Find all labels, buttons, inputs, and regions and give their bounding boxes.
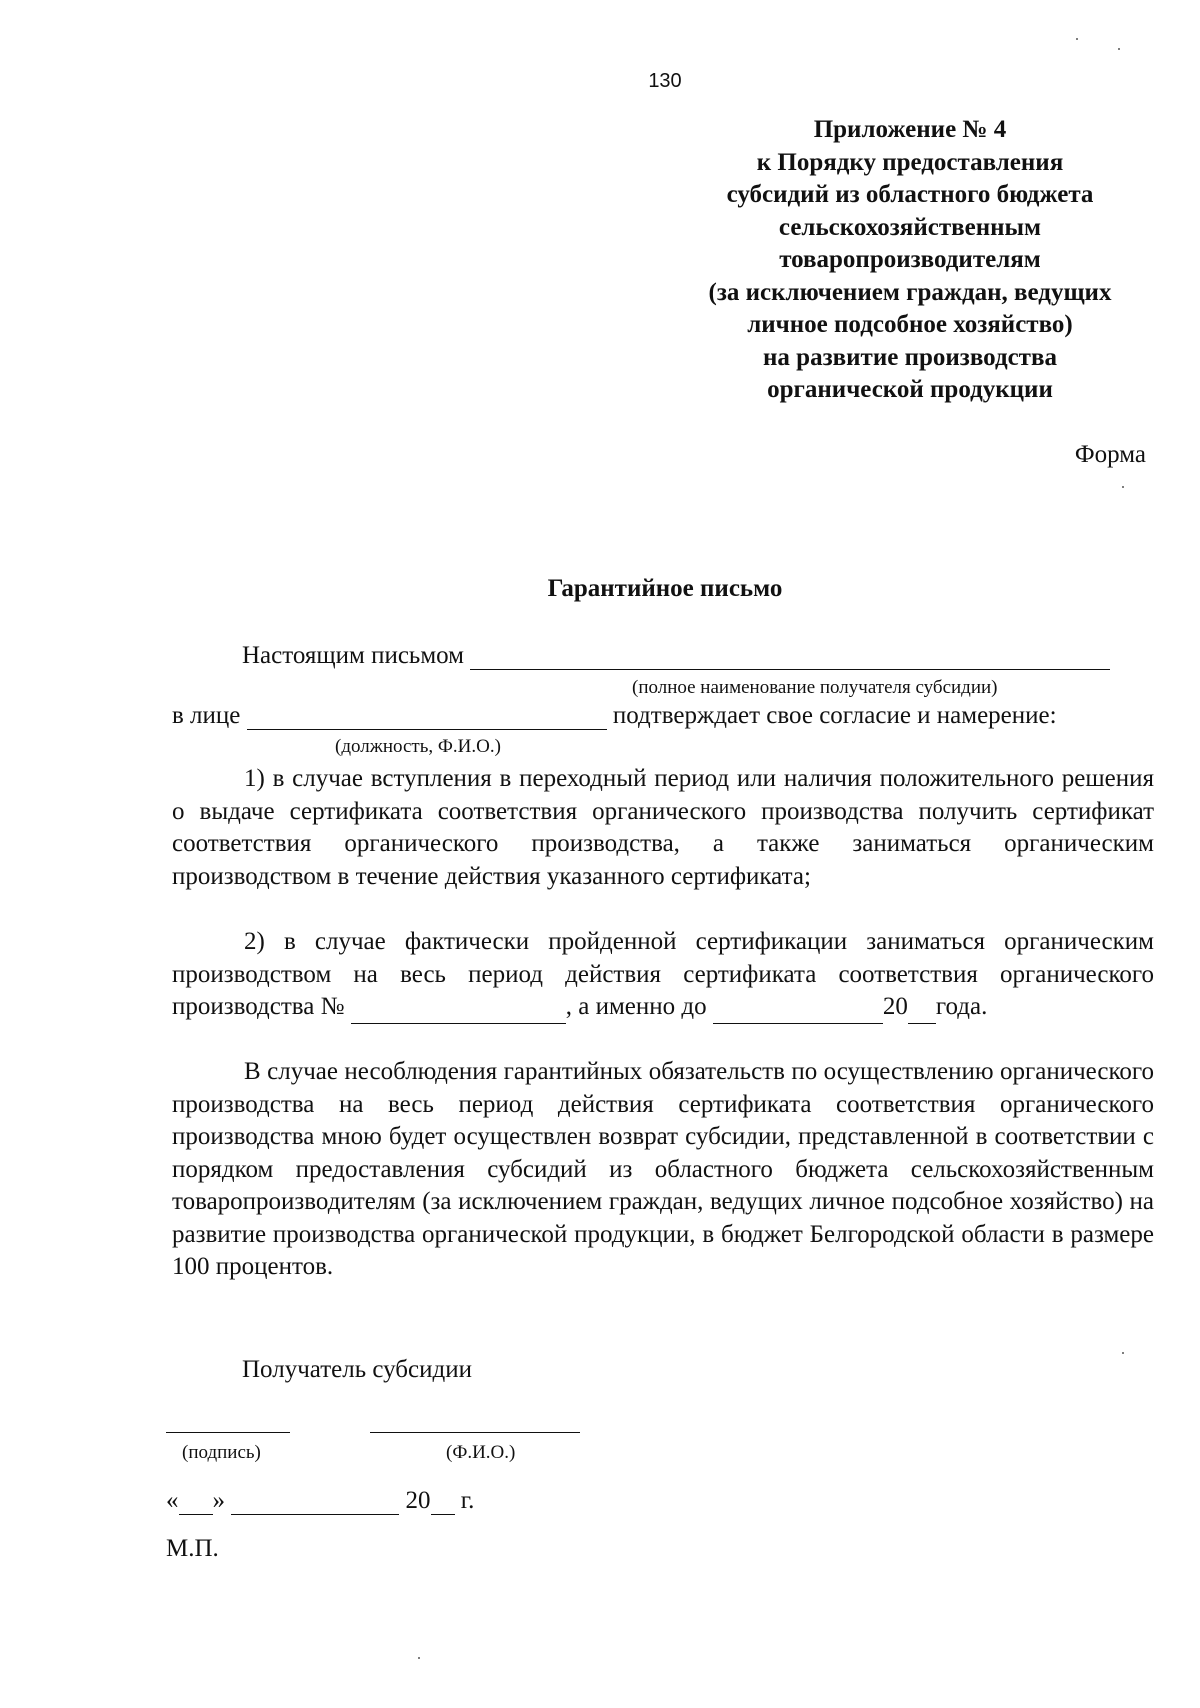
signature-blank[interactable]	[166, 1432, 290, 1433]
item-1-text: 1) в случае вступления в переходный период или наличия положительного решения о выдаче сертификата соответствия органического производства получить сертификат соответствия органического производства, а также заниматься органическим производством в течение действия указанного сертификата;	[172, 765, 1154, 890]
item-2-namely: , а именно	[565, 993, 676, 1020]
item-2-until: до	[681, 993, 707, 1020]
recipient-caption: (полное наименование получателя субсидии)	[632, 677, 998, 698]
until-date-blank[interactable]	[713, 996, 883, 1023]
appendix-line: сельскохозяйственным	[778, 213, 1042, 241]
confirm-text: подтверждает свое согласие и намерение:	[612, 702, 1057, 729]
form-label: Форма	[1074, 441, 1146, 468]
obligation-text: В случае несоблюдения гарантийных обязательств по осуществлению органического производства на весь период действия сертификата соответствия органического производства мною будет осуществлен возврат субсидии, представленной в соответствии с порядком предоставления субсидий из областного бюджета сельскохозяйственным товаропроизводителям (за исключением граждан, ведущих личное подсобное хозяйство) на развитие производства органической продукции, в бюджет Белгородской области в размере 100 процентов.	[172, 1058, 1154, 1280]
until-year-blank[interactable]	[908, 996, 936, 1023]
appendix-line: товаропроизводителям	[779, 246, 1041, 273]
recipient-name-blank[interactable]	[470, 643, 1110, 670]
quote-open: «	[166, 1487, 179, 1514]
page-number: 130	[648, 70, 682, 92]
stamp-label: М.П.	[166, 1535, 219, 1562]
in-person-line	[172, 702, 1057, 730]
item-1	[172, 763, 1154, 893]
scan-speck	[1076, 38, 1078, 40]
month-blank[interactable]	[231, 1488, 399, 1515]
appendix-line: субсидий из областного бюджета	[726, 181, 1094, 208]
signature-caption: (подпись)	[182, 1442, 261, 1463]
fio-caption: (Ф.И.О.)	[446, 1442, 516, 1463]
day-blank[interactable]	[179, 1488, 213, 1515]
recipient-label: Получатель субсидии	[242, 1356, 472, 1383]
item-2	[172, 926, 1154, 1024]
position-caption: (должность, Ф.И.О.)	[335, 736, 501, 757]
appendix-line: (за исключением граждан, ведущих	[708, 278, 1112, 306]
item-2-year-prefix: 20	[882, 993, 908, 1020]
certificate-number-blank[interactable]	[351, 996, 566, 1023]
scan-speck	[1118, 48, 1120, 50]
intro-lead: Настоящим письмом	[242, 642, 464, 669]
appendix-line: личное подсобное хозяйство)	[747, 311, 1073, 338]
item-2-year-suffix: года.	[935, 993, 988, 1020]
date-year-blank[interactable]	[431, 1488, 455, 1515]
fio-blank[interactable]	[370, 1432, 580, 1433]
position-name-blank[interactable]	[247, 703, 607, 730]
scan-speck	[1122, 1352, 1124, 1354]
appendix-line: органической продукции	[767, 376, 1053, 403]
document-title: Гарантийное письмо	[547, 575, 783, 602]
quote-close: »	[212, 1487, 225, 1514]
date-year-prefix: 20	[405, 1487, 431, 1514]
scan-speck	[1122, 486, 1124, 488]
in-person-label: в лице	[172, 702, 241, 729]
appendix-line: Приложение № 4	[813, 116, 1007, 143]
appendix-header	[660, 114, 1160, 407]
date-year-suffix: г.	[460, 1487, 475, 1514]
appendix-line: к Порядку предоставления	[756, 148, 1064, 176]
obligation-paragraph	[172, 1056, 1154, 1284]
scan-speck	[418, 1657, 420, 1659]
appendix-line: на развитие производства	[763, 343, 1057, 371]
intro-line	[242, 642, 1110, 670]
date-line	[166, 1487, 474, 1515]
item-2-text: 2) в случае фактически пройденной сертификации заниматься органическим производством на весь период действия сертификата соответствия органического производства №	[172, 928, 1154, 1020]
